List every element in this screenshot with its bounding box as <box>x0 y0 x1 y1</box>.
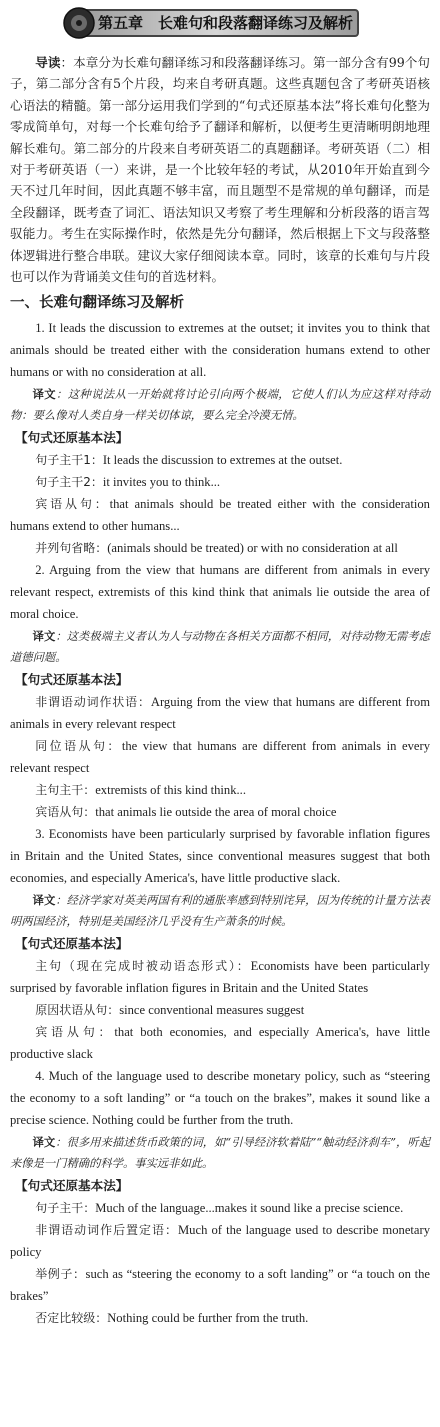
analysis-key: 并列句省略： <box>35 541 108 556</box>
item-translation <box>10 626 430 668</box>
analysis-value: Arguing from the view that humans are different from animals in every relevant respect <box>10 695 430 732</box>
item-english: 2. Arguing from the view that humans are different from animals in every relevant respect, extremists of this kind think that animals lie outside the area of moral choice. <box>10 563 430 622</box>
method-heading: 【句式还原基本法】 <box>15 430 129 446</box>
analysis-value: Economists have been particularly surprised by favorable inflation figures in Britain and the United States <box>10 959 430 996</box>
analysis-key: 句子主干1： <box>35 453 103 468</box>
item-3 <box>10 823 430 1065</box>
main-content <box>10 52 430 1329</box>
analysis-key: 句子主干2： <box>35 475 103 490</box>
analysis-row <box>10 955 430 999</box>
analysis-key: 主句（现在完成时被动语态形式）： <box>35 959 251 974</box>
item-translation <box>10 384 430 426</box>
analysis-value: that both economies, and especially America's, have little productive slack <box>10 1025 430 1062</box>
analysis-row <box>10 1263 430 1307</box>
analysis-row <box>10 449 430 471</box>
analysis-value: such as “steering the economy to a soft landing” or “a touch on the brakes” <box>10 1267 430 1304</box>
analysis-key: 非谓语动词作后置定语： <box>35 1223 178 1238</box>
item-english: 4. Much of the language used to describe monetary policy, such as “steering the economy to a soft landing” or “a touch on the brakes”, makes it sound like a precise science. Nothing could be further from the truth. <box>10 1069 430 1128</box>
chapter-title: 第五章 长难句和段落翻译练习及解析 <box>98 14 354 32</box>
analysis-row <box>10 801 430 823</box>
analysis-row <box>10 999 430 1021</box>
analysis-value: Much of the language used to describe monetary policy <box>10 1223 430 1260</box>
translation-text: ：这种说法从一开始就将讨论引向两个极端，它使人们认为应这样对待动物：要么像对人类自身一样关切体谅，要么完全冷漠无情。 <box>10 388 430 423</box>
analysis-value: that animals should be treated either with the consideration humans extend to other humans... <box>10 497 430 534</box>
analysis-key: 非谓语动词作状语： <box>35 695 151 710</box>
analysis-key: 同位语从句： <box>35 739 122 754</box>
item-translation <box>10 1132 430 1174</box>
analysis-value: it invites you to think... <box>102 475 221 490</box>
item-2 <box>10 559 430 823</box>
analysis-key: 宾语从句： <box>35 805 96 820</box>
analysis-key: 宾语从句： <box>35 1025 115 1040</box>
item-english: 3. Economists have been particularly surprised by favorable inflation figures in Britain and the United States, since conventional measures suggest that both economies, and especially America's, have little productive slack. <box>10 827 430 886</box>
chapter-header <box>62 6 362 40</box>
translation-label: 译文 <box>32 894 56 908</box>
analysis-value: that animals lie outside the area of moral choice <box>95 805 337 820</box>
analysis-row <box>10 1021 430 1065</box>
analysis-row <box>10 779 430 801</box>
translation-label: 译文 <box>32 1136 56 1150</box>
analysis-row <box>10 735 430 779</box>
item-translation <box>10 890 430 932</box>
analysis-row <box>10 1307 430 1329</box>
section-title: 一、长难句翻译练习及解析 <box>10 295 184 312</box>
analysis-row <box>10 1219 430 1263</box>
analysis-value: It leads the discussion to extremes at the outset. <box>102 453 343 468</box>
translation-text: ：经济学家对英美两国有利的通胀率感到特别诧异，因为传统的计量方法表明两国经济，特别是美国经济几乎没有生产萧条的时候。 <box>10 894 430 929</box>
analysis-value: extremists of this kind think... <box>95 783 246 798</box>
analysis-row <box>10 471 430 493</box>
analysis-value: Much of the language...makes it sound like a precise science. <box>95 1201 404 1216</box>
analysis-key: 句子主干： <box>35 1201 96 1216</box>
analysis-key: 举例子： <box>35 1267 86 1282</box>
method-heading: 【句式还原基本法】 <box>15 672 129 688</box>
analysis-row <box>10 493 430 537</box>
analysis-value: since conventional measures suggest <box>119 1003 305 1018</box>
item-1 <box>10 317 430 559</box>
analysis-row <box>10 691 430 735</box>
item-english: 1. It leads the discussion to extremes at the outset; it invites you to think that animals should be treated either with the consideration humans extend to other humans or with no consideration at all. <box>10 321 430 380</box>
analysis-value: Nothing could be further from the truth. <box>107 1311 309 1326</box>
intro-paragraph <box>10 52 430 287</box>
analysis-row <box>10 1197 430 1219</box>
item-4 <box>10 1065 430 1329</box>
translation-text: ：很多用来描述货币政策的词，如“引导经济软着陆”“触动经济刹车”，听起来像是一门精确的科学。事实远非如此。 <box>10 1136 430 1171</box>
analysis-key: 主句主干： <box>35 783 96 798</box>
analysis-value: the view that humans are different from animals in every relevant respect <box>10 739 430 776</box>
translation-label: 译文 <box>32 388 56 402</box>
analysis-row <box>10 537 430 559</box>
intro-lead: 导读 <box>35 55 61 70</box>
analysis-key: 原因状语从句： <box>35 1003 120 1018</box>
analysis-value: (animals should be treated) or with no consideration at all <box>107 541 398 556</box>
intro-text: ：本章分为长难句翻译练习和段落翻译练习。第一部分含有99个句子，第二部分含有5个片段，均来自考研真题。这些真题包含了考研英语核心语法的精髓。第一部分运用我们学到的“句式还原基本法”将长难句化整为零成简单句，对每一个长难句给予了翻译和解析，以便考生更清晰明朗地理解长难句。第二部分的片段来自考研英语二的真题翻译。考研英语（二）相对于考研英语（一）来讲，是一个比较年轻的考试，从2010年开始直到今天不过几年时间，因此真题不够丰富，而且题型不是常规的单句翻译，而是全段翻译，既考查了词汇、语法知识又考察了考生理解和分析段落的语言驾驭能力。考生在实际操作时，依然是先分句翻译，然后根据上下文与段落整体逻辑进行整合串联。建议大家仔细阅读本章。同时，该章的长难句与片段也可以作为背诵美文佳句的首选材料。 <box>10 55 431 285</box>
translation-label: 译文 <box>32 630 56 644</box>
method-heading: 【句式还原基本法】 <box>15 1178 129 1194</box>
analysis-key: 否定比较级： <box>35 1311 108 1326</box>
method-heading: 【句式还原基本法】 <box>15 936 129 952</box>
translation-text: ：这类极端主义者认为人与动物在各相关方面都不相同，对待动物无需考虑道德问题。 <box>10 630 430 665</box>
analysis-key: 宾语从句： <box>35 497 110 512</box>
